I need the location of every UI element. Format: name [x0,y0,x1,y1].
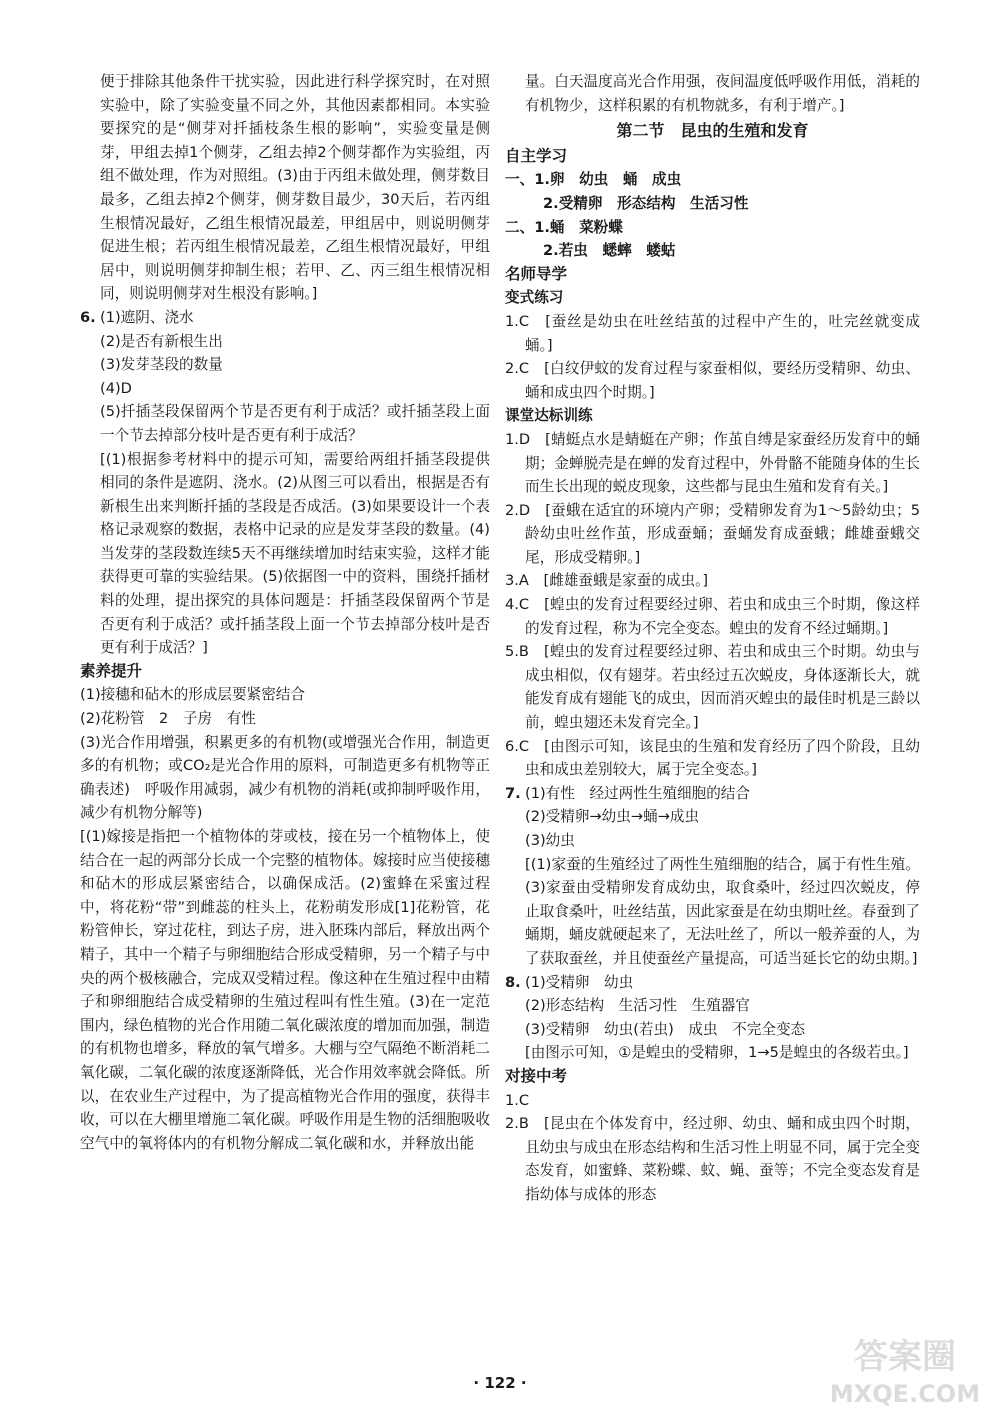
ketang-5: 5.B [蝗虫的发育过程要经过卵、若虫和成虫三个时期。幼虫与成虫相似，仅有翅芽。若虫经过五次蜕皮，身体逐渐长大，就能发育成有翅能飞的成虫，因而消灭蝗虫的最佳时机是三龄以前，蝗虫翅还未发育完全。] [505,643,920,732]
q6-part-4: (4)D [100,379,132,397]
ketang-7 [505,782,920,971]
q6-part-5: (5)扦插茎段保留两个节是否更有利于成活？或扦插茎段上面一个节去掉部分枝叶是否更有利于成活？ [100,403,490,444]
continued-paragraph: 量。白天温度高光合作用强，夜间温度低呼吸作用低，消耗的有机物少，这样积累的有机物就多，有利于增产。] [525,73,920,114]
ketang-4: 4.C [蝗虫的发育过程要经过卵、若虫和成虫三个时期，像这样的发育过程，称为不完全变态。蝗虫的发育不经过蛹期。] [505,596,920,637]
k8-part-1: (1)受精卵 幼虫 [525,973,634,991]
intro-paragraph: 便于排除其他条件干扰实验，因此进行科学探究时，在对照实验中，除了实验变量不同之外，其他因素都相同。本实验要探究的是“侧芽对扦插枝条生根的影响”，实验变量是侧芽，甲组去掉1个侧芽，乙组去掉2个侧芽都作为实验组，丙组不做处理，作为对照组。(3)由于丙组未做处理，侧芽数目最多，乙组去掉2个侧芽，侧芽数目最少，30天后，若丙组生根情况最好，乙组生根情况最差，甲组居中，则说明侧芽促进生根；若丙组生根情况最差，乙组生根情况最好，甲组居中，则说明侧芽抑制生根；若甲、乙、丙三组生根情况相同，则说明侧芽对生根没有影响。] [100,73,490,303]
k8-part-2: (2)形态结构 生活习性 生殖器官 [525,997,750,1015]
svg-text:MXQE.COM: MXQE.COM [829,1380,981,1408]
suyang-1: (1)接穗和砧木的形成层要紧密结合 [80,686,305,704]
k8-number: 8. [505,973,521,991]
k7-number: 7. [505,784,521,802]
page-number: · 122 · [473,1374,527,1392]
bianshi-1: 1.C [蚕丝是幼虫在吐丝结茧的过程中产生的，吐完丝就变成蛹。] [505,312,920,354]
q6-part-3: (3)发芽茎段的数量 [100,356,223,374]
suyang-3: (3)光合作用增强，积累更多的有机物(或增强光合作用，制造更多的有机物；或CO₂是光合作用的原料，可制造更多有机物等正确表述) 呼吸作用减弱，减少有机物的消耗(或抑制呼吸作用，减少有机物分解等) [80,733,490,822]
question-6 [80,306,490,660]
duijie-1: 1.C [505,1091,530,1109]
k8-explanation: [由图示可知，①是蝗虫的受精卵，1→5是蝗虫的各级若虫。] [525,1044,909,1062]
section-title: 第二节 昆虫的生殖和发育 [616,121,809,141]
zizhu-heading: 自主学习 [505,146,568,165]
mingshi-heading: 名师导学 [505,264,568,283]
zizhu-1: 一、1.卵 幼虫 蛹 成虫 [505,171,682,189]
zizhu-2: 2.受精卵 形态结构 生活习性 [543,194,749,212]
ketang-3: 3.A [雌雄蚕蛾是家蚕的成虫。] [505,572,709,590]
ketang-8 [505,971,920,1065]
ketang-2: 2.D [蚕蛾在适宜的环境内产卵；受精卵发育为1～5龄幼虫；5龄幼虫吐丝作茧，形成蚕蛹；蚕蛹发育成蚕蛾；雌雄蚕蛾交尾，形成受精卵。] [505,501,920,566]
duijie-heading: 对接中考 [505,1066,568,1085]
suyang-2: (2)花粉管 2 子房 有性 [80,710,256,728]
q6-number: 6. [80,308,96,326]
left-column [80,70,490,1155]
watermark-logo [820,1320,990,1415]
k7-part-3: (3)幼虫 [525,832,575,849]
ketang-heading: 课堂达标训练 [505,407,593,425]
bianshi-heading: 变式练习 [505,289,564,307]
suyang-heading: 素养提升 [80,661,143,680]
duijie-2: 2.B [昆虫在个体发育中，经过卵、幼虫、蛹和成虫四个时期，且幼虫与成虫在形态结构和生活习性上明显不同，属于完全变态发育，如蜜蜂、菜粉蝶、蚊、蝇、蚕等；不完全变态发育是指幼体与成体的形态 [505,1115,920,1203]
q6-part-1: (1)遮阴、浇水 [100,308,194,326]
suyang-explanation: [(1)嫁接是指把一个植物体的芽或枝，接在另一个植物体上，使结合在一起的两部分长成一个完整的植物体。嫁接时应当使接穗和砧木的形成层紧密结合，以确保成活。(2)蜜蜂在采蜜过程中，将花粉“带”到雌蕊的柱头上，花粉萌发形成[1]花粉管，花粉管伸长，穿过花柱，到达子房，进入胚珠内部后，释放出两个精子，其中一个精子与卵细胞结合形成受精卵，另一个精子与中央的两个极核融合，完成双受精过程。像这种在生殖过程中由精子和卵细胞结合成受精卵的生殖过程叫有性生殖。(3)在一定范围内，绿色植物的光合作用随二氧化碳浓度的增加而加强，制造的有机物也增多，释放的氧气增多。大棚与空气隔绝不断消耗二氧化碳，二氧化碳的浓度逐渐降低，光合作用效率就会降低。所以，在农业生产过程中，为了提高植物光合作用的强度，获得丰收，可以在大棚里增施二氧化碳。呼吸作用是生物的活细胞吸收空气中的氧将体内的有机物分解成二氧化碳和水，并释放出能 [80,828,490,1152]
ketang-1: 1.D [蜻蜓点水是蜻蜓在产卵；作茧自缚是家蚕经历发育中的蛹期；金蝉脱壳是在蝉的发育过程中，外骨骼不能随身体的生长而生长出现的蜕皮现象，这些都与昆虫生殖和发育有关。] [505,430,920,496]
k7-part-1: (1)有性 经过两性生殖细胞的结合 [525,784,750,802]
ketang-6: 6.C [由图示可知，该昆虫的生殖和发育经历了四个阶段，且幼虫和成虫差别较大，属于完全变态。] [505,737,920,779]
k7-part-2: (2)受精卵→幼虫→蛹→成虫 [525,808,700,826]
zizhu-4: 2.若虫 蟋蟀 蝼蛄 [543,242,676,260]
zizhu-3: 二、1.蛹 菜粉蝶 [505,218,623,236]
k7-explanation: [(1)家蚕的生殖经过了两性生殖细胞的结合，属于有性生殖。(3)家蚕由受精卵发育成幼虫，取食桑叶，经过四次蜕皮，停止取食桑叶，吐丝结茧，因此家蚕是在幼虫期吐丝。春蚕到了蛹期，蛹皮就硬起来了，无法吐丝了，所以一般养蚕的人，为了获取蚕丝，并且使蚕丝产量提高，可适当延长它的幼虫期。] [525,855,920,967]
bianshi-2: 2.C [白纹伊蚊的发育过程与家蚕相似，要经历受精卵、幼虫、蛹和成虫四个时期。] [505,360,920,401]
svg-text:答案圈: 答案圈 [854,1337,956,1377]
k8-part-3: (3)受精卵 幼虫(若虫) 成虫 不完全变态 [525,1020,806,1038]
right-column [505,70,920,1207]
q6-part-2: (2)是否有新根生出 [100,332,223,350]
q6-explanation: [(1)根据参考材料中的提示可知，需要给两组扦插茎段提供相同的条件是遮阴、浇水。(2)从图三可以看出，根据是否有新根生出来判断扦插的茎段是否成活。(3)如果要设计一个表格记录观察的数据，表格中记录的应是发芽茎段的数量。(4)当发芽的茎段数连续5天不再继续增加时结束实验，这样才能获得更可靠的实验结果。(5)依据图一中的资料，围绕扦插材料的处理，提出探究的具体问题是：扦插茎段保留两个节是否更有利于成活？或扦插茎段上面一个节去掉部分枝叶是否更有利于成活？] [100,450,490,657]
